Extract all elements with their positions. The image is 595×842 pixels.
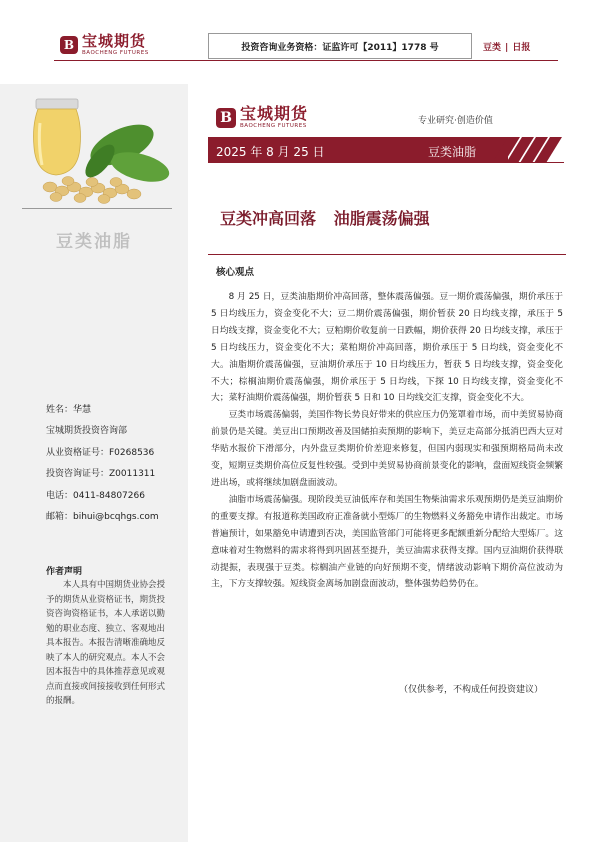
analyst-phone: 电话：0411-84807266 (46, 491, 145, 501)
analyst-name: 姓名：华慧 (46, 405, 92, 415)
sidebar-divider (22, 208, 172, 209)
disclaimer: （仅供参考，不构成任何投资建议） (399, 685, 544, 695)
core-view-label: 核心观点 (216, 267, 255, 278)
brand-icon: B (60, 36, 78, 54)
slogan: 专业研究·创造价值 (418, 116, 493, 126)
report-date: 2025 年 8 月 25 日 (216, 145, 325, 159)
tag-separator: | (505, 43, 509, 53)
title-divider (208, 254, 566, 255)
sidebar-title: 豆类油脂 (56, 232, 132, 252)
body-paragraph-2: 豆类市场震荡偏弱，美国作物长势良好带来的供应压力仍笼罩着市场，而中美贸易协商前景仍是关键。美豆出口预期改善及国储拍卖预期的影响下，美豆走高部分抵消巴西大豆对华贴水报价下滑部分，内外盘豆类期价价差迎来修复，但国内弱现实和强预期格局尚未改变，短期豆类期价高位反复性较强。受到中美贸易协商前景变化的影响，盘面短线资金频繁进出场，或将继续加剧盘面波动。 (211, 410, 563, 488)
tag-report-type: 日报 (512, 43, 531, 53)
declaration-text: 本人具有中国期货业协会授予的期货从业资格证书，期货投资咨询资格证书，本人承诺以勤勉的职业态度、独立、客观地出具本报告。本报告清晰准确地反映了本人的研究观点。本人不会因本报告中的具体推荐意见或观点而直接或间接接收到任何形式的报酬。 (46, 580, 166, 706)
header-logo-cn: 宝城期货 (82, 32, 147, 50)
body-paragraph-3: 油脂市场震荡偏强。现阶段美豆油低库存和美国生物柴油需求乐观预期仍是美豆油期价的重要支撑。有报道称美国政府正准备就小型炼厂的生物燃料义务豁免申请作出裁定。市场普遍预计，如果豁免申请遭到否决，美国监管部门可能将更多配额重新分配给大型炼厂。这意味着对生物燃料的需求将得到巩固甚至提升，美豆油需求获得支撑。国内豆油期价获得联动提振，表现强于豆类。棕榈油产业链的向好预期不变，情绪波动影响下期价高位波动为主，下方支撑较强。短线资金离场加剧盘面波动，整体强势趋势仍在。 (211, 494, 563, 590)
soy-oil-hero-image (22, 95, 172, 205)
report-logo-en: BAOCHENG FUTURES (240, 123, 307, 129)
analyst-cert-2: 投资咨询证号：Z0011311 (46, 469, 156, 479)
report-title: 豆类冲高回落 油脂震荡偏强 (220, 209, 430, 228)
brand-icon: B (216, 108, 236, 128)
header-tags (483, 40, 530, 53)
header-logo (60, 34, 149, 57)
analyst-dept: 宝城期货投资咨询部 (46, 426, 128, 436)
body-paragraph-1: 8 月 25 日，豆类油脂期价冲高回落，整体震荡偏强。豆一期价震荡偏强，期价承压于 5 日均线压力，资金变化不大；豆二期价震荡偏强，期价暂获 20 日均线支撑，承压于 5 日均线支撑，资金变化不大；豆粕期价收复前一日跌幅，期价获得 20 日均线支撑，承压于 5 日均线压力，资金变化不大；菜粕期价冲高回落，期价承压于 5 日均线，资金变化不大。油脂期价震荡偏强，豆油期价承压于 10 日均线压力，暂获 5 日均线支撑，资金变化不大；棕榈油期价震荡偏强，期价承压于 5 日均线，下探 10 日均线支撑，资金变化不大；菜籽油期价震荡偏强，期价暂获 5 日和 10 日均线交汇支撑，资金变化不大。 (211, 292, 563, 404)
report-body (211, 289, 563, 593)
analyst-email: 邮箱：bihui@bcqhgs.com (46, 512, 159, 522)
analyst-cert-1: 从业资格证号：F0268536 (46, 448, 155, 458)
header-divider (54, 60, 558, 61)
declaration-title: 作者声明 (46, 567, 83, 577)
license-box: 投资咨询业务资格：证监许可【2011】1778 号 (208, 33, 472, 59)
report-logo-cn: 宝城期货 (240, 104, 309, 123)
header-logo-en: BAOCHENG FUTURES (82, 50, 149, 56)
report-category: 豆类油脂 (428, 145, 477, 159)
report-logo (216, 106, 308, 130)
tag-category: 豆类 (483, 43, 502, 53)
